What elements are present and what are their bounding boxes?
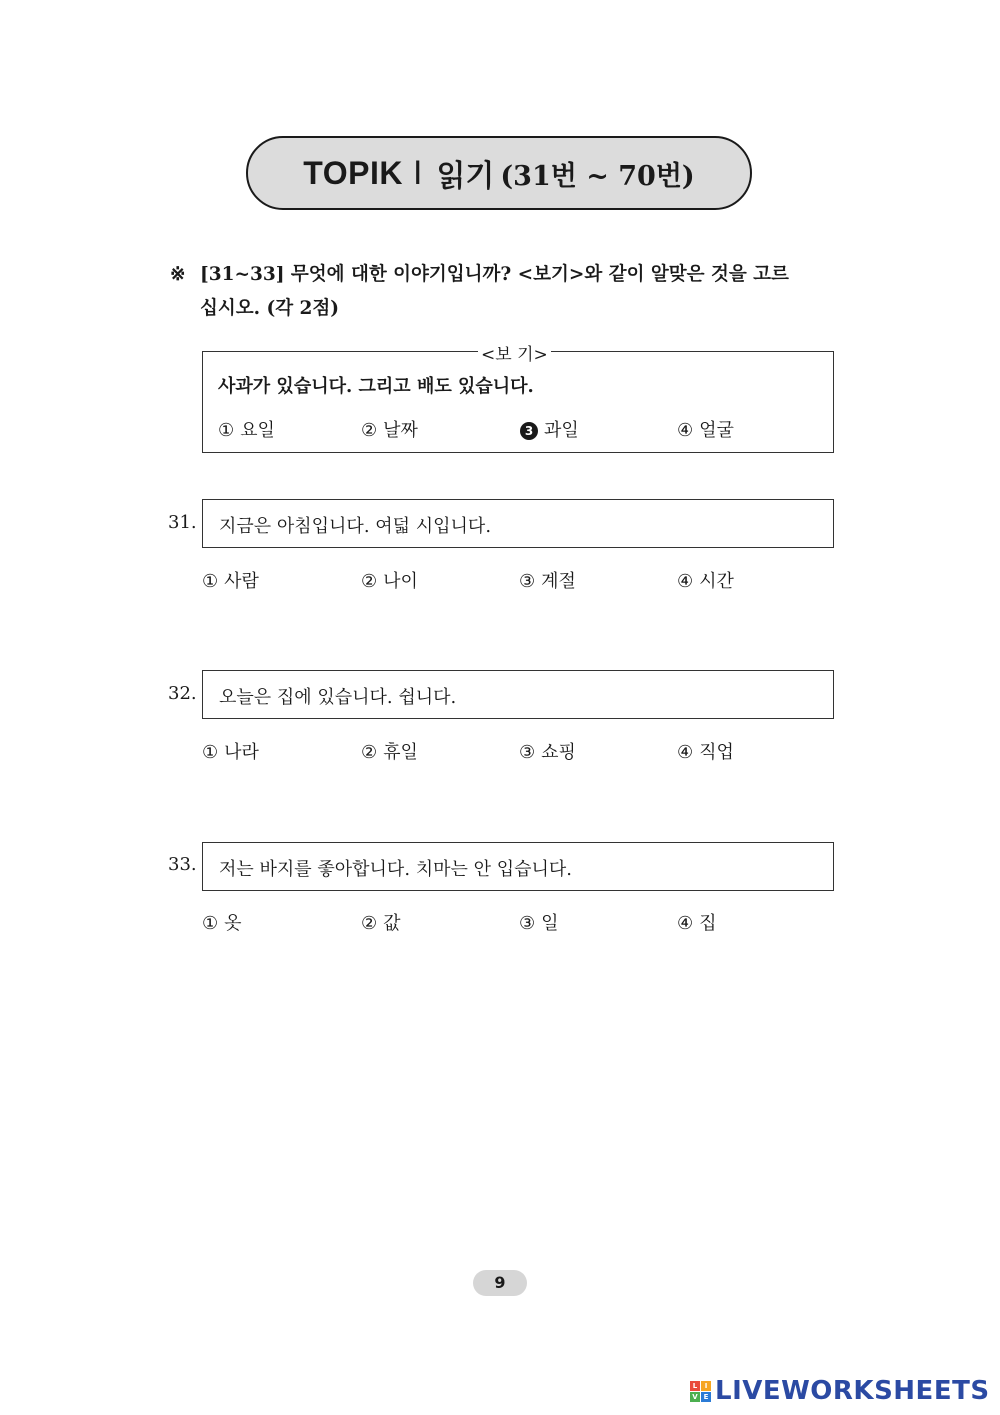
- option-text: 얼굴: [699, 420, 734, 441]
- logo-square: V: [690, 1392, 700, 1402]
- option-text: 쇼핑: [541, 742, 576, 763]
- option-number: ②: [361, 571, 378, 592]
- q32-option-1[interactable]: [202, 738, 259, 764]
- option-number: ③: [519, 913, 536, 934]
- option-number: ③: [519, 571, 536, 592]
- option-number: ②: [361, 420, 378, 441]
- option-text: 나라: [224, 742, 259, 763]
- q32-option-3[interactable]: [519, 738, 576, 764]
- logo-square: L: [690, 1381, 700, 1391]
- liveworksheets-logo: [690, 1376, 990, 1406]
- question-box-33: [202, 842, 834, 891]
- logo-square: E: [701, 1392, 711, 1402]
- reference-mark: ※: [170, 264, 186, 285]
- page-number: 9: [473, 1270, 527, 1296]
- example-option-3-selected[interactable]: [520, 416, 579, 442]
- option-number: ①: [202, 742, 219, 763]
- logo-squares-icon: [690, 1381, 711, 1402]
- instruction-line-1: [31~33] 무엇에 대한 이야기입니까? <보기>와 같이 알맞은 것을 고르: [200, 264, 789, 285]
- option-text: 날짜: [383, 420, 418, 441]
- q31-option-2[interactable]: [361, 567, 418, 593]
- q32-option-2[interactable]: [361, 738, 418, 764]
- option-text: 집: [699, 913, 717, 934]
- option-text: 일: [541, 913, 559, 934]
- option-number: ③: [519, 742, 536, 763]
- option-text: 시간: [699, 571, 734, 592]
- option-text: 값: [383, 913, 401, 934]
- option-number: ①: [218, 420, 235, 441]
- question-number-32: 32.: [168, 683, 197, 704]
- option-number: ①: [202, 913, 219, 934]
- option-text: 옷: [224, 913, 242, 934]
- q33-option-2[interactable]: [361, 909, 401, 935]
- question-number-31: 31.: [168, 512, 197, 533]
- section-title: [246, 136, 752, 210]
- question-text-33: 저는 바지를 좋아합니다. 치마는 안 입습니다.: [219, 859, 573, 880]
- option-text: 직업: [699, 742, 734, 763]
- example-option-2[interactable]: [361, 416, 418, 442]
- option-text: 사람: [224, 571, 259, 592]
- example-sentence: 사과가 있습니다. 그리고 배도 있습니다.: [218, 376, 534, 397]
- example-option-1[interactable]: [218, 416, 275, 442]
- option-number: ①: [202, 571, 219, 592]
- q31-option-1[interactable]: [202, 567, 259, 593]
- example-box: [202, 351, 834, 453]
- option-text: 계절: [541, 571, 576, 592]
- option-text: 과일: [544, 420, 579, 441]
- option-text: 휴일: [383, 742, 418, 763]
- option-number: ②: [361, 913, 378, 934]
- q33-option-1[interactable]: [202, 909, 242, 935]
- title-topik: TOPIK: [303, 154, 403, 191]
- example-label: <보 기>: [478, 340, 551, 365]
- question-text-32: 오늘은 집에 있습니다. 쉽니다.: [219, 687, 457, 708]
- option-text: 요일: [240, 420, 275, 441]
- q33-option-4[interactable]: [677, 909, 717, 935]
- logo-text: LIVEWORKSHEETS: [715, 1376, 990, 1406]
- q31-option-3[interactable]: [519, 567, 576, 593]
- logo-square: I: [701, 1381, 711, 1391]
- option-number: ④: [677, 742, 694, 763]
- option-number: ④: [677, 913, 694, 934]
- option-number: ④: [677, 571, 694, 592]
- option-text: 나이: [383, 571, 418, 592]
- question-box-31: [202, 499, 834, 548]
- title-section: 읽기: [436, 159, 495, 194]
- q31-option-4[interactable]: [677, 567, 734, 593]
- q33-option-3[interactable]: [519, 909, 559, 935]
- instruction-line-2: 십시오. (각 2점): [200, 298, 340, 319]
- example-option-4[interactable]: [677, 416, 734, 442]
- question-text-31: 지금은 아침입니다. 여덟 시입니다.: [219, 516, 492, 537]
- option-number: ②: [361, 742, 378, 763]
- title-level: Ⅰ: [413, 155, 423, 191]
- option-number: ④: [677, 420, 694, 441]
- q32-option-4[interactable]: [677, 738, 734, 764]
- question-box-32: [202, 670, 834, 719]
- selected-answer-marker: 3: [520, 422, 538, 440]
- question-number-33: 33.: [168, 854, 197, 875]
- title-range: (31번 ~ 70번): [500, 160, 695, 192]
